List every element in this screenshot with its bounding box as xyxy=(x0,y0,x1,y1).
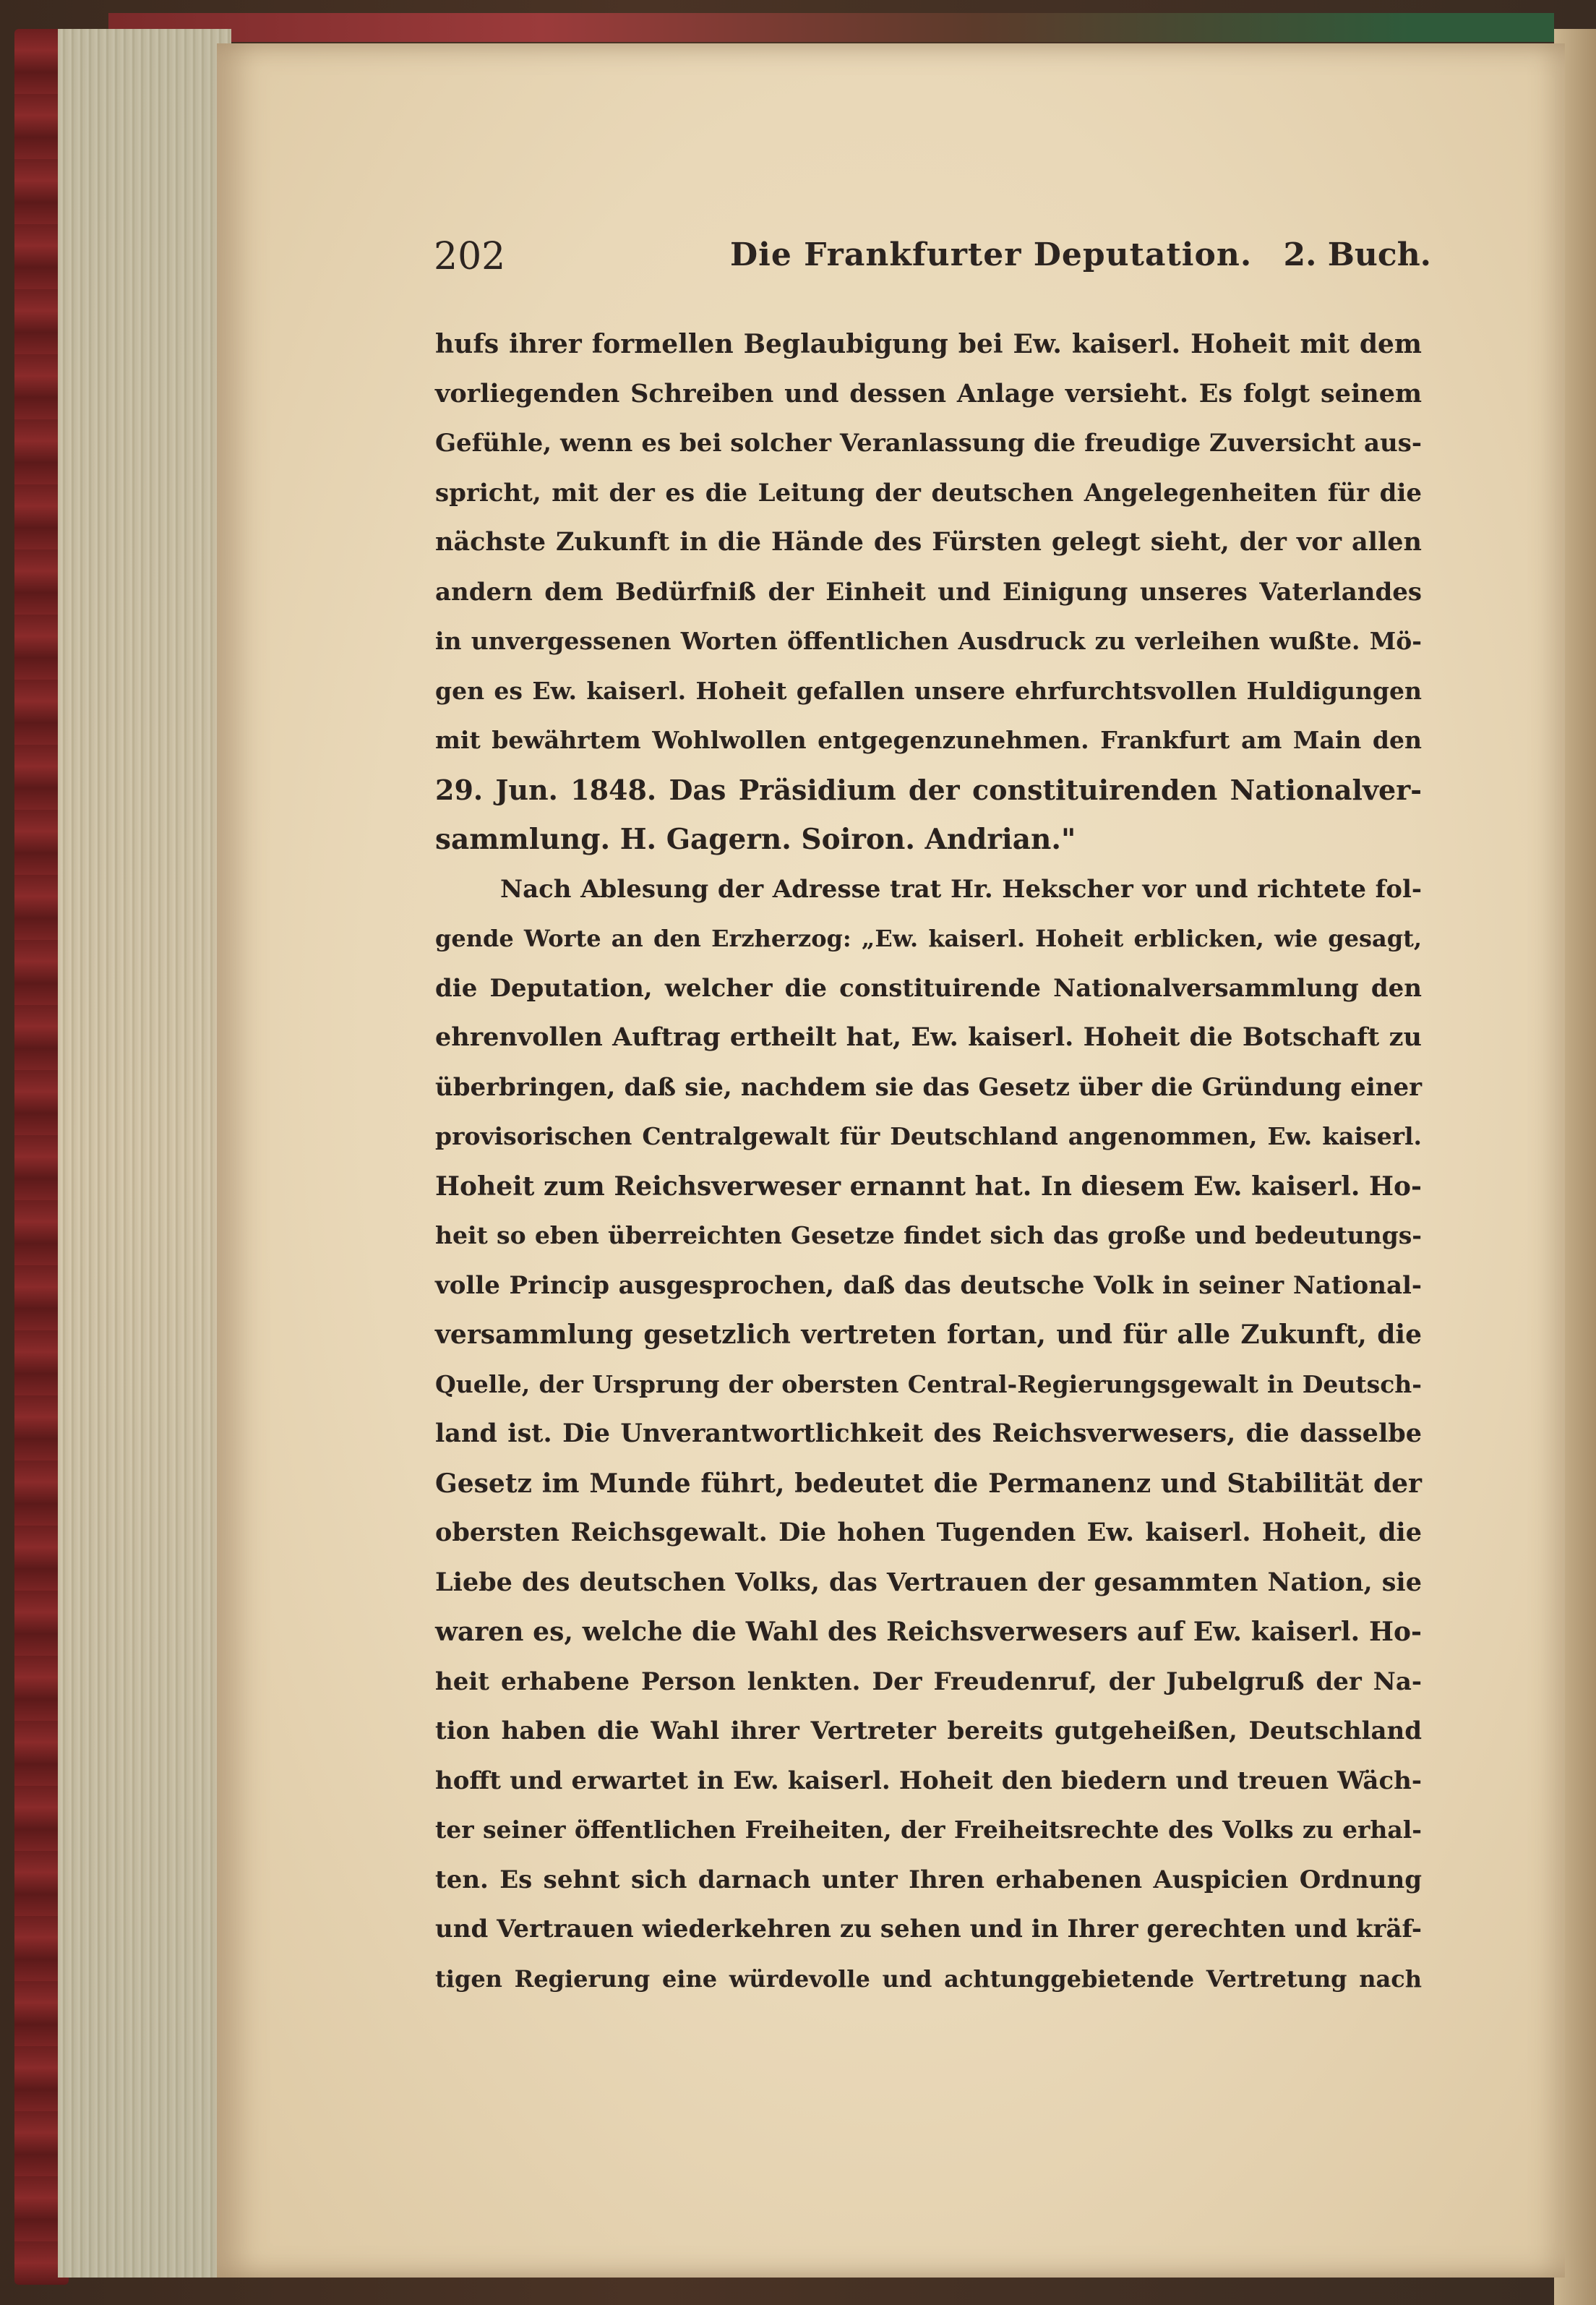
text-line: volle Princip ausgesprochen, daß das deutsche Volk in seiner National- xyxy=(435,1270,1422,1300)
text-line: mit bewährtem Wohlwollen entgegenzunehmen. Frankfurt am Main den xyxy=(435,726,1422,754)
text-line: hofft und erwartet in Ew. kaiserl. Hoheit den biedern und treuen Wäch- xyxy=(435,1766,1422,1795)
text-line: Quelle, der Ursprung der obersten Central-Regierungsgewalt in Deutsch- xyxy=(435,1369,1422,1398)
text-line: waren es, welche die Wahl des Reichsverwesers auf Ew. kaiserl. Ho- xyxy=(435,1617,1422,1647)
text-line: nächste Zukunft in die Hände des Fürsten gelegt sieht, der vor allen xyxy=(435,527,1422,557)
text-line: die Deputation, welcher die constituirende Nationalversammlung den xyxy=(435,973,1422,1003)
text-line: 29. Jun. 1848. Das Präsidium der constituirenden Nationalver- xyxy=(435,773,1422,806)
text-line: gen es Ew. kaiserl. Hoheit gefallen unsere ehrfurchtsvollen Huldigungen xyxy=(435,676,1422,705)
chapter-title: Die Frankfurter Deputation. xyxy=(730,236,1253,273)
text-line: in unvergessenen Worten öffentlichen Ausdruck zu verleihen wußte. Mö- xyxy=(435,627,1422,655)
text-line: heit so eben überreichten Gesetze findet sich das große und bedeutungs- xyxy=(435,1221,1422,1249)
text-line: tigen Regierung eine würdevolle und achtunggebietende Vertretung nach xyxy=(435,1964,1422,1993)
text-line: Hoheit zum Reichsverweser ernannt hat. In diesem Ew. kaiserl. Ho- xyxy=(435,1171,1422,1202)
text-line: ter seiner öffentlichen Freiheiten, der Freiheitsrechte des Volks zu erhal- xyxy=(435,1816,1422,1844)
text-line: Gefühle, wenn es bei solcher Veranlassung die freudige Zuversicht aus- xyxy=(435,429,1422,458)
text-line: gende Worte an den Erzherzog: „Ew. kaiserl. Hoheit erblicken, wie gesagt, xyxy=(435,925,1422,952)
text-line: und Vertrauen wiederkehren zu sehen und in Ihrer gerechten und kräf- xyxy=(435,1915,1422,1943)
text-line: tion haben die Wahl ihrer Vertreter bereits gutgeheißen, Deutschland xyxy=(435,1716,1422,1745)
page-stack-edges xyxy=(58,29,231,2278)
text-line: vorliegenden Schreiben und dessen Anlage versieht. Es folgt seinem xyxy=(435,378,1422,409)
text-line: spricht, mit der es die Leitung der deutschen Angelegenheiten für die xyxy=(435,478,1422,508)
text-line: hufs ihrer formellen Beglaubigung bei Ew. kaiserl. Hoheit mit dem xyxy=(435,329,1422,359)
text-line: versammlung gesetzlich vertreten fortan, und für alle Zukunft, die xyxy=(435,1320,1422,1350)
text-line: andern dem Bedürfniß der Einheit und Einigung unseres Vaterlandes xyxy=(435,577,1422,607)
text-line: überbringen, daß sie, nachdem sie das Gesetz über die Gründung einer xyxy=(435,1072,1422,1102)
page-number: 202 xyxy=(434,235,506,278)
text-line: land ist. Die Unverantwortlichkeit des Reichsverwesers, die dasselbe xyxy=(435,1419,1422,1448)
text-line: ten. Es sehnt sich darnach unter Ihren erhabenen Auspicien Ordnung xyxy=(435,1865,1422,1894)
text-line: obersten Reichsgewalt. Die hohen Tugenden Ew. kaiserl. Hoheit, die xyxy=(435,1518,1422,1547)
text-line: Liebe des deutschen Volks, das Vertrauen der gesammten Nation, sie xyxy=(435,1567,1422,1597)
book-label: 2. Buch. xyxy=(1283,236,1431,273)
text-line: ehrenvollen Auftrag ertheilt hat, Ew. kaiserl. Hoheit die Botschaft zu xyxy=(435,1022,1422,1052)
text-line: sammlung. H. Gagern. Soiron. Andrian." xyxy=(435,823,1076,856)
book-top-edge xyxy=(108,13,1554,42)
body-text xyxy=(435,320,1422,2003)
text-line: Gesetz im Munde führt, bedeutet die Permanenz und Stabilität der xyxy=(435,1468,1422,1499)
text-line: provisorischen Centralgewalt für Deutschland angenommen, Ew. kaiserl. xyxy=(435,1122,1422,1150)
text-line: Nach Ablesung der Adresse trat Hr. Hekscher vor und richtete fol- xyxy=(500,874,1422,904)
running-head xyxy=(434,235,1431,278)
text-line: heit erhabene Person lenkten. Der Freudenruf, der Jubelgruß der Na- xyxy=(435,1667,1422,1696)
